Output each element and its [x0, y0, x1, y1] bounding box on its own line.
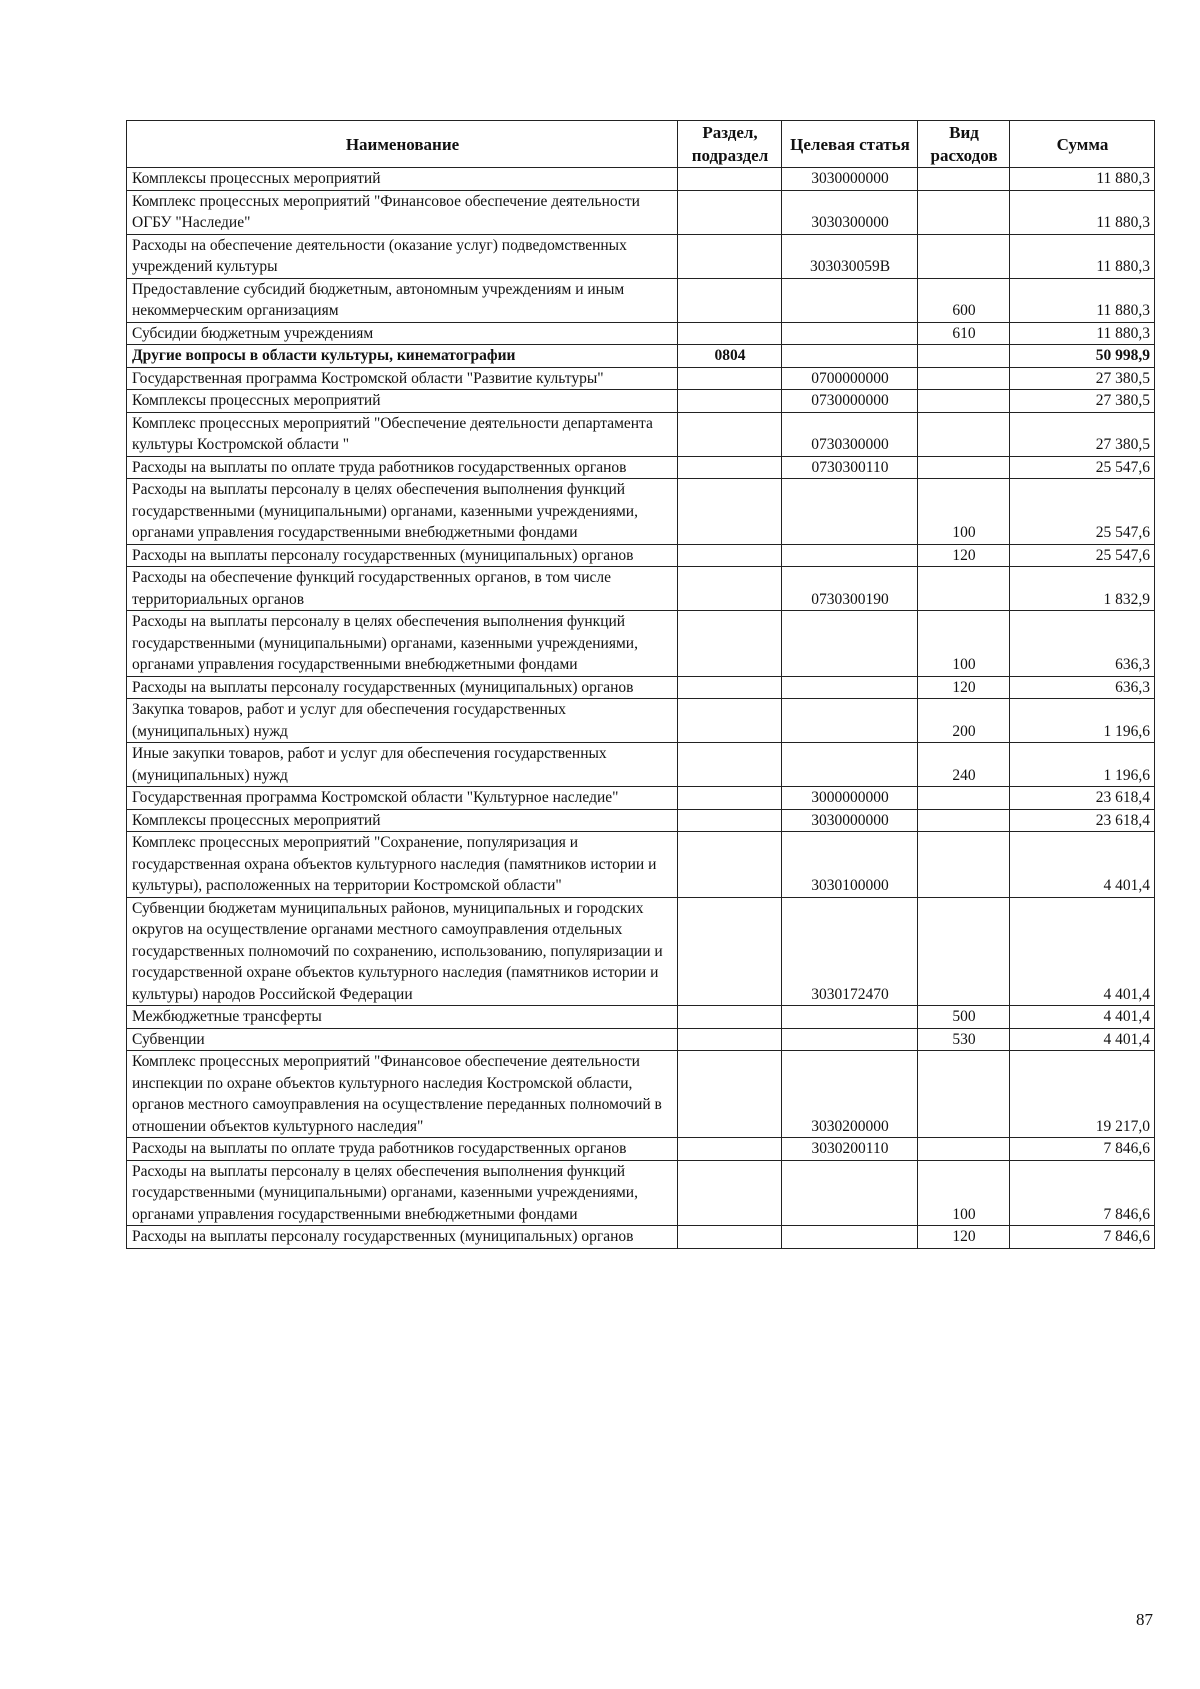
- cell-section: [678, 676, 782, 699]
- cell-sum: 4 401,4: [1010, 1028, 1155, 1051]
- cell-section: [678, 1226, 782, 1249]
- cell-target: [782, 278, 918, 322]
- table-row: [127, 832, 1155, 898]
- cell-name: Расходы на выплаты персоналу государственных (муниципальных) органов: [127, 1226, 678, 1249]
- cell-vid: 120: [918, 1226, 1010, 1249]
- cell-name: Субвенции бюджетам муниципальных районов, муниципальных и городских округов на осуществление органами местного самоуправления отдельных государственных полномочий по сохранению, использованию, популяризации и государственной охране объектов культурного наследия (памятников истории и культуры) народов Российской Федерации: [127, 897, 678, 1006]
- cell-section: [678, 234, 782, 278]
- cell-sum: 23 618,4: [1010, 809, 1155, 832]
- cell-sum: 50 998,9: [1010, 345, 1155, 368]
- cell-section: [678, 1051, 782, 1138]
- cell-section: [678, 1006, 782, 1029]
- table-row: [127, 390, 1155, 413]
- cell-target: 3030200000: [782, 1051, 918, 1138]
- table-row: [127, 479, 1155, 545]
- cell-section: [678, 787, 782, 810]
- cell-vid: [918, 832, 1010, 898]
- cell-target: 0700000000: [782, 367, 918, 390]
- cell-vid: [918, 345, 1010, 368]
- cell-vid: [918, 234, 1010, 278]
- cell-vid: [918, 897, 1010, 1006]
- table-row: [127, 699, 1155, 743]
- cell-section: [678, 479, 782, 545]
- cell-sum: 25 547,6: [1010, 544, 1155, 567]
- table-row: [127, 1051, 1155, 1138]
- cell-vid: 120: [918, 544, 1010, 567]
- cell-target: 3000000000: [782, 787, 918, 810]
- cell-name: Расходы на выплаты персоналу государственных (муниципальных) органов: [127, 544, 678, 567]
- cell-sum: 27 380,5: [1010, 367, 1155, 390]
- cell-section: 0804: [678, 345, 782, 368]
- cell-name: Расходы на выплаты персоналу в целях обеспечения выполнения функций государственными (муниципальными) органами, казенными учреждениями, органами управления государственными внебюджетными фондами: [127, 611, 678, 677]
- cell-section: [678, 278, 782, 322]
- cell-section: [678, 456, 782, 479]
- cell-name: Предоставление субсидий бюджетным, автономным учреждениям и иным некоммерческим организациям: [127, 278, 678, 322]
- table-row: [127, 1226, 1155, 1249]
- cell-section: [678, 190, 782, 234]
- cell-section: [678, 390, 782, 413]
- cell-target: 3030300000: [782, 190, 918, 234]
- cell-target: 0730300000: [782, 412, 918, 456]
- cell-target: 303030059В: [782, 234, 918, 278]
- table-row: [127, 322, 1155, 345]
- cell-vid: [918, 190, 1010, 234]
- cell-vid: 500: [918, 1006, 1010, 1029]
- table-row: [127, 1006, 1155, 1029]
- cell-target: 3030000000: [782, 168, 918, 191]
- cell-target: [782, 743, 918, 787]
- cell-sum: 4 401,4: [1010, 897, 1155, 1006]
- cell-section: [678, 168, 782, 191]
- cell-name: Государственная программа Костромской области "Развитие культуры": [127, 367, 678, 390]
- cell-sum: 4 401,4: [1010, 832, 1155, 898]
- cell-sum: 7 846,6: [1010, 1160, 1155, 1226]
- cell-sum: 27 380,5: [1010, 412, 1155, 456]
- table-row: [127, 897, 1155, 1006]
- cell-sum: 1 832,9: [1010, 567, 1155, 611]
- table-row: [127, 278, 1155, 322]
- cell-name: Расходы на выплаты персоналу государственных (муниципальных) органов: [127, 676, 678, 699]
- cell-sum: 23 618,4: [1010, 787, 1155, 810]
- cell-name: Расходы на выплаты по оплате труда работников государственных органов: [127, 1138, 678, 1161]
- cell-section: [678, 611, 782, 677]
- header-vid: Вид расходов: [918, 121, 1010, 168]
- table-row: [127, 809, 1155, 832]
- table-row: [127, 234, 1155, 278]
- cell-target: 0730300110: [782, 456, 918, 479]
- cell-vid: 240: [918, 743, 1010, 787]
- cell-sum: 1 196,6: [1010, 699, 1155, 743]
- cell-vid: [918, 412, 1010, 456]
- cell-section: [678, 412, 782, 456]
- cell-section: [678, 832, 782, 898]
- cell-section: [678, 897, 782, 1006]
- table-row: [127, 168, 1155, 191]
- cell-vid: [918, 787, 1010, 810]
- table-body: [127, 168, 1155, 1249]
- cell-name: Расходы на обеспечение деятельности (оказание услуг) подведомственных учреждений культуры: [127, 234, 678, 278]
- table-row: [127, 676, 1155, 699]
- cell-vid: 120: [918, 676, 1010, 699]
- cell-name: Субсидии бюджетным учреждениям: [127, 322, 678, 345]
- table-row: [127, 367, 1155, 390]
- cell-sum: 11 880,3: [1010, 278, 1155, 322]
- header-name: Наименование: [127, 121, 678, 168]
- cell-vid: [918, 567, 1010, 611]
- table-header-row: [127, 121, 1155, 168]
- cell-target: [782, 544, 918, 567]
- cell-vid: 100: [918, 479, 1010, 545]
- cell-section: [678, 1028, 782, 1051]
- cell-target: [782, 1160, 918, 1226]
- cell-vid: [918, 367, 1010, 390]
- cell-name: Государственная программа Костромской области "Культурное наследие": [127, 787, 678, 810]
- cell-target: [782, 479, 918, 545]
- cell-sum: 1 196,6: [1010, 743, 1155, 787]
- cell-vid: [918, 456, 1010, 479]
- table-row: [127, 190, 1155, 234]
- table-row: [127, 567, 1155, 611]
- header-target: Целевая статья: [782, 121, 918, 168]
- table-row: [127, 1160, 1155, 1226]
- cell-section: [678, 322, 782, 345]
- cell-target: [782, 1028, 918, 1051]
- cell-name: Субвенции: [127, 1028, 678, 1051]
- cell-name: Расходы на выплаты персоналу в целях обеспечения выполнения функций государственными (муниципальными) органами, казенными учреждениями, органами управления государственными внебюджетными фондами: [127, 1160, 678, 1226]
- cell-target: 3030172470: [782, 897, 918, 1006]
- cell-name: Комплекс процессных мероприятий "Финансовое обеспечение деятельности инспекции по охране объектов культурного наследия Костромской области, органов местного самоуправления на осуществление переданных полномочий в отношении объектов культурного наследия": [127, 1051, 678, 1138]
- table-row: [127, 544, 1155, 567]
- cell-vid: [918, 1138, 1010, 1161]
- cell-name: Закупка товаров, работ и услуг для обеспечения государственных (муниципальных) нужд: [127, 699, 678, 743]
- table-row: [127, 743, 1155, 787]
- cell-sum: 636,3: [1010, 676, 1155, 699]
- cell-sum: 11 880,3: [1010, 190, 1155, 234]
- table-row: [127, 456, 1155, 479]
- cell-target: [782, 345, 918, 368]
- cell-sum: 11 880,3: [1010, 322, 1155, 345]
- cell-sum: 25 547,6: [1010, 456, 1155, 479]
- cell-target: [782, 322, 918, 345]
- cell-sum: 11 880,3: [1010, 168, 1155, 191]
- cell-name: Межбюджетные трансферты: [127, 1006, 678, 1029]
- header-section: Раздел, подраздел: [678, 121, 782, 168]
- cell-target: 3030200110: [782, 1138, 918, 1161]
- cell-vid: 610: [918, 322, 1010, 345]
- cell-vid: [918, 1051, 1010, 1138]
- cell-target: 0730300190: [782, 567, 918, 611]
- page-number: 87: [1136, 1610, 1153, 1629]
- cell-sum: 7 846,6: [1010, 1138, 1155, 1161]
- table-row: [127, 1028, 1155, 1051]
- cell-target: 3030100000: [782, 832, 918, 898]
- cell-section: [678, 1138, 782, 1161]
- cell-name: Комплексы процессных мероприятий: [127, 168, 678, 191]
- cell-name: Расходы на выплаты персоналу в целях обеспечения выполнения функций государственными (муниципальными) органами, казенными учреждениями, органами управления государственными внебюджетными фондами: [127, 479, 678, 545]
- cell-sum: 19 217,0: [1010, 1051, 1155, 1138]
- cell-vid: 600: [918, 278, 1010, 322]
- table-row: [127, 412, 1155, 456]
- cell-section: [678, 544, 782, 567]
- cell-target: [782, 676, 918, 699]
- cell-name: Комплексы процессных мероприятий: [127, 809, 678, 832]
- cell-section: [678, 699, 782, 743]
- cell-target: [782, 1226, 918, 1249]
- cell-section: [678, 1160, 782, 1226]
- table-row: [127, 1138, 1155, 1161]
- cell-name: Комплекс процессных мероприятий "Финансовое обеспечение деятельности ОГБУ "Наследие": [127, 190, 678, 234]
- cell-vid: [918, 809, 1010, 832]
- cell-section: [678, 809, 782, 832]
- cell-sum: 25 547,6: [1010, 479, 1155, 545]
- cell-target: [782, 1006, 918, 1029]
- cell-sum: 4 401,4: [1010, 1006, 1155, 1029]
- cell-section: [678, 567, 782, 611]
- cell-vid: 100: [918, 611, 1010, 677]
- cell-vid: [918, 390, 1010, 413]
- cell-name: Комплекс процессных мероприятий "Обеспечение деятельности департамента культуры Костромской области ": [127, 412, 678, 456]
- table-row: [127, 787, 1155, 810]
- cell-section: [678, 367, 782, 390]
- cell-vid: 530: [918, 1028, 1010, 1051]
- cell-sum: 7 846,6: [1010, 1226, 1155, 1249]
- header-sum: Сумма: [1010, 121, 1155, 168]
- cell-name: Расходы на выплаты по оплате труда работников государственных органов: [127, 456, 678, 479]
- cell-target: 0730000000: [782, 390, 918, 413]
- table-row: [127, 345, 1155, 368]
- cell-name: Комплексы процессных мероприятий: [127, 390, 678, 413]
- budget-table: [126, 120, 1155, 1249]
- cell-target: [782, 699, 918, 743]
- cell-vid: 200: [918, 699, 1010, 743]
- cell-name: Иные закупки товаров, работ и услуг для обеспечения государственных (муниципальных) нужд: [127, 743, 678, 787]
- cell-sum: 11 880,3: [1010, 234, 1155, 278]
- cell-name: Комплекс процессных мероприятий "Сохранение, популяризация и государственная охрана объектов культурного наследия (памятников истории и культуры), расположенных на территории Костромской области": [127, 832, 678, 898]
- cell-sum: 636,3: [1010, 611, 1155, 677]
- cell-target: [782, 611, 918, 677]
- cell-sum: 27 380,5: [1010, 390, 1155, 413]
- table-row: [127, 611, 1155, 677]
- cell-name: Другие вопросы в области культуры, кинематографии: [127, 345, 678, 368]
- cell-target: 3030000000: [782, 809, 918, 832]
- cell-section: [678, 743, 782, 787]
- cell-name: Расходы на обеспечение функций государственных органов, в том числе территориальных органов: [127, 567, 678, 611]
- cell-vid: [918, 168, 1010, 191]
- cell-vid: 100: [918, 1160, 1010, 1226]
